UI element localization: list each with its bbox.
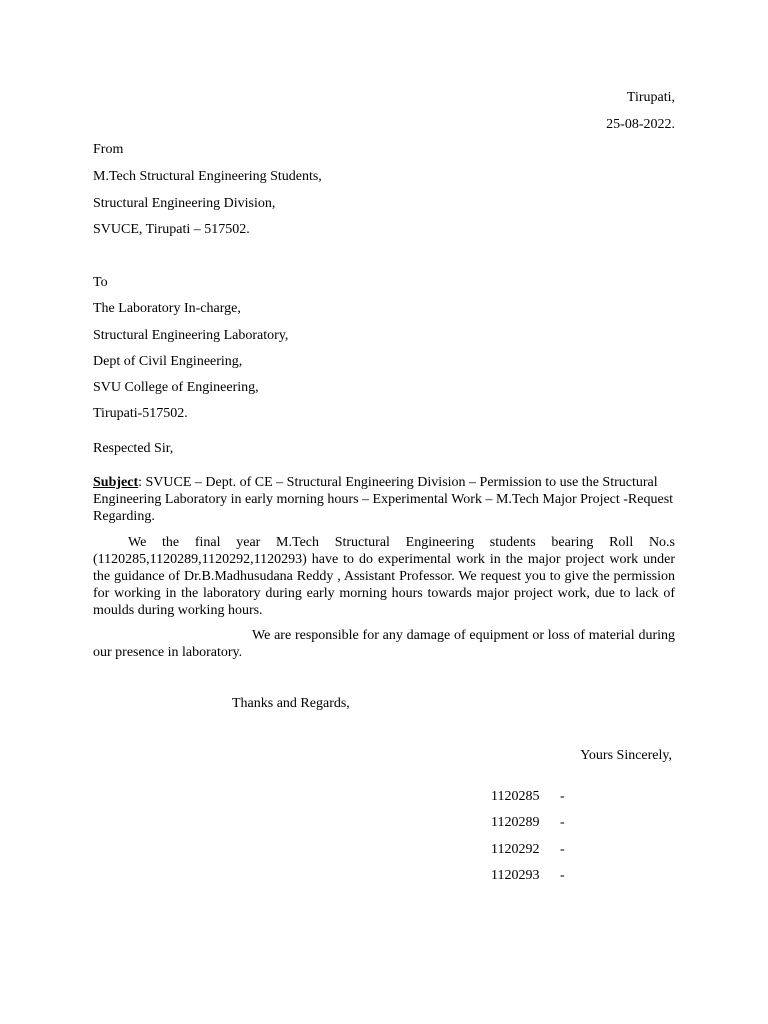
from-line-2: Structural Engineering Division, <box>93 196 276 211</box>
roll-number: 1120292 <box>491 842 540 857</box>
yours-sincerely: Yours Sincerely, <box>580 748 672 763</box>
roll-number: 1120293 <box>491 868 540 883</box>
body-paragraph-2: We are responsible for any damage of equipment or loss of material during our presence in laboratory. <box>93 628 675 660</box>
to-line-1: The Laboratory In-charge, <box>93 301 241 316</box>
signature-dash: - <box>560 789 565 804</box>
signatory-row <box>0 814 768 831</box>
to-line-4: SVU College of Engineering, <box>93 380 259 395</box>
from-heading: From <box>93 142 124 157</box>
subject-text: : SVUCE – Dept. of CE – Structural Engineering Division – Permission to use the Structural Engineering Laboratory in early morning hours – Experimental Work – M.Tech Major Project -Request Regarding. <box>93 475 674 524</box>
from-line-3: SVUCE, Tirupati – 517502. <box>93 222 250 237</box>
signatory-row <box>0 841 768 858</box>
subject-paragraph <box>93 474 675 525</box>
place-line: Tirupati, <box>626 90 675 105</box>
subject-label: Subject <box>93 475 139 490</box>
signature-dash: - <box>560 842 565 857</box>
thanks-regards: Thanks and Regards, <box>232 696 350 711</box>
to-line-5: Tirupati-517502. <box>93 406 188 421</box>
date-line: 25-08-2022. <box>606 117 675 132</box>
body-paragraph-1: We the final year M.Tech Structural Engineering students bearing Roll No.s (1120285,1120289,1120292,1120293) have to do experimental work in the major project work under the guidance of Dr.B.Madhusudana Reddy , Assistant Professor. We request you to give the permission for working in the laboratory during early morning hours towards major project work, due to lack of moulds during working hours. <box>93 535 675 618</box>
salutation: Respected Sir, <box>93 441 174 456</box>
roll-number: 1120289 <box>491 815 540 830</box>
signature-dash: - <box>560 815 565 830</box>
to-heading: To <box>93 275 108 290</box>
signatory-row <box>0 867 768 884</box>
to-line-2: Structural Engineering Laboratory, <box>93 328 289 343</box>
from-line-1: M.Tech Structural Engineering Students, <box>93 169 322 184</box>
signature-dash: - <box>560 868 565 883</box>
signatory-row <box>0 788 768 805</box>
to-line-3: Dept of Civil Engineering, <box>93 354 243 369</box>
roll-number: 1120285 <box>491 789 540 804</box>
